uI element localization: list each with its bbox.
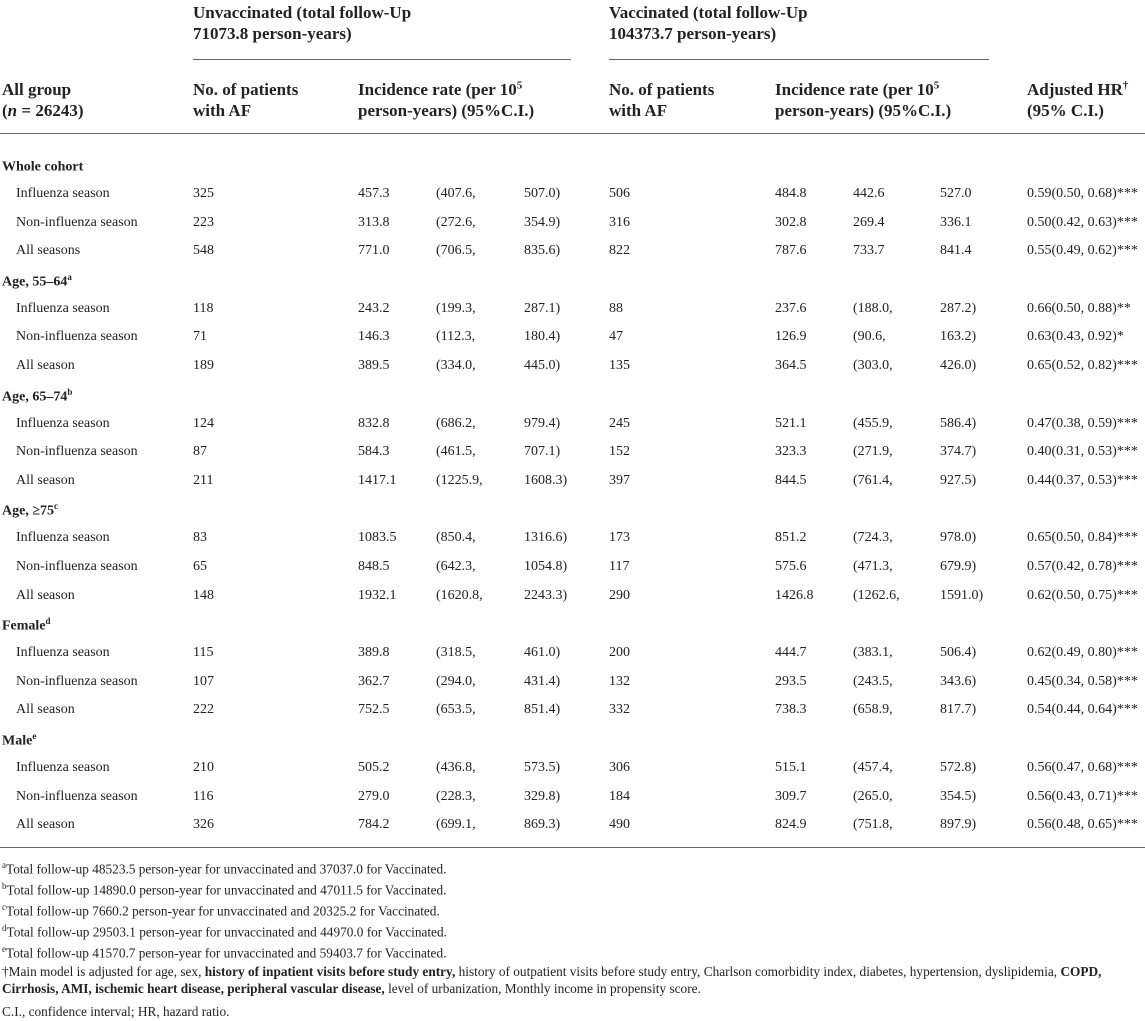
vacc-ci-low-cell: (751.8, xyxy=(853,817,893,833)
adjusted-hr-cell: 0.57(0.42, 0.78)*** xyxy=(1027,559,1138,574)
unvacc-ci-high-cell: 869.3) xyxy=(524,817,561,833)
vacc-rate-cell: 1426.8 xyxy=(775,587,814,603)
unvacc-patients-cell: 211 xyxy=(193,472,214,488)
unvacc-ci-low-cell: (1225.9, xyxy=(436,472,483,488)
vacc-rate-cell: 323.3 xyxy=(775,444,807,460)
row-label-cell: All season xyxy=(16,702,75,718)
vacc-ci-high-cell: 897.9) xyxy=(940,817,977,833)
vacc-rate-cell: 515.1 xyxy=(775,760,807,775)
unvacc-ci-low-cell: (461.5, xyxy=(436,444,476,460)
vacc-rate-cell: 484.8 xyxy=(775,186,807,201)
unvacc-rate-cell: 1417.1 xyxy=(358,472,397,488)
footnote-a: $^a$Total follow-up 48523.5 person-year for unvaccinated and 37037.0 for Vaccinated. xyxy=(2,860,447,877)
vacc-ci-low-cell: (271.9, xyxy=(853,444,893,460)
all-group-label: All group xyxy=(2,80,72,99)
unvaccinated-group-header xyxy=(193,2,411,44)
vacc-ci-low-cell: (383.1, xyxy=(853,645,893,661)
adjusted-hr-cell: 0.54(0.44, 0.64)*** xyxy=(1027,702,1138,718)
unvacc-rate-cell: 389.5 xyxy=(358,358,390,373)
row-label-cell: Influenza season xyxy=(16,186,110,201)
vacc-patients-cell: 290 xyxy=(609,587,630,603)
unvacc-patients-cell: 116 xyxy=(193,788,214,804)
unvacc-rate-cell: 243.2 xyxy=(358,300,390,316)
table-row xyxy=(0,553,1145,581)
unvacc-ci-low-cell: (407.6, xyxy=(436,186,476,201)
adjusted-hr-cell: 0.66(0.50, 0.88)** xyxy=(1027,300,1131,316)
vacc-ci-low-cell: (265.0, xyxy=(853,788,893,804)
row-label-cell: Non-influenza season xyxy=(16,559,138,574)
vacc-patients-cell: 117 xyxy=(609,559,630,574)
vacc-rate-cell: 302.8 xyxy=(775,214,807,230)
unvacc-rate-cell: 146.3 xyxy=(358,329,390,345)
unvacc-ci-high-cell: 445.0) xyxy=(524,358,561,373)
row-label-cell: Non-influenza season xyxy=(16,214,138,230)
row-label-cell: All season xyxy=(16,358,75,373)
unvacc-patients-cell: 87 xyxy=(193,444,207,460)
table-row xyxy=(0,524,1145,552)
vacc-ci-low-cell: (457.4, xyxy=(853,760,893,775)
unvacc-ci-high-cell: 851.4) xyxy=(524,702,561,718)
adjusted-hr-cell: 0.56(0.47, 0.68)*** xyxy=(1027,760,1138,775)
table-row xyxy=(0,811,1145,839)
section-header: Female$^d$ xyxy=(2,616,51,634)
table-row xyxy=(0,639,1145,667)
vacc-rate-cell: 738.3 xyxy=(775,702,807,718)
vacc-patients-cell: 200 xyxy=(609,645,630,661)
vacc-ci-high-cell: 1591.0) xyxy=(940,587,984,603)
row-label-cell: All season xyxy=(16,472,75,488)
vacc-rate-cell: 575.6 xyxy=(775,559,807,574)
vacc-patients-cell: 316 xyxy=(609,214,630,230)
vacc-ci-low-cell: (724.3, xyxy=(853,530,893,546)
vaccinated-header-line1: Vaccinated (total follow-Up xyxy=(609,3,808,22)
unvacc-patients-cell: 118 xyxy=(193,300,214,316)
unvacc-ci-low-cell: (272.6, xyxy=(436,214,476,230)
unvacc-rate-cell: 505.2 xyxy=(358,760,390,775)
unvacc-patients-cell: 548 xyxy=(193,243,214,259)
vaccinated-group-rule xyxy=(609,59,989,60)
unvacc-patients-cell: 222 xyxy=(193,702,214,718)
row-label-cell: Non-influenza season xyxy=(16,788,138,804)
unvacc-patients-cell: 326 xyxy=(193,817,214,833)
vacc-rate-cell: 126.9 xyxy=(775,329,807,345)
adjusted-hr-cell: 0.63(0.43, 0.92)* xyxy=(1027,329,1124,345)
vacc-ci-high-cell: 426.0) xyxy=(940,358,977,373)
vacc-ci-low-cell: (303.0, xyxy=(853,358,893,373)
footnote-dagger: †Main model is adjusted for age, sex, history of inpatient visits before study entry, history of outpatient visits before study entry, Charlson comorbidity index, diabetes, hypertension, dyslipidemia, COPD, Cirrhosis, AMI, ischemic heart disease, peripheral vascular disease, level of urbanization, Monthly income in propensity score. xyxy=(2,964,1102,996)
table-row xyxy=(0,209,1145,237)
unvacc-ci-high-cell: 1054.8) xyxy=(524,559,568,574)
unvacc-ci-high-cell: 1316.6) xyxy=(524,530,568,546)
unvacc-ci-low-cell: (699.1, xyxy=(436,817,476,833)
unvacc-patients-cell: 189 xyxy=(193,358,214,373)
header-bottom-rule xyxy=(0,133,1145,134)
vacc-ci-low-cell: 733.7 xyxy=(853,243,885,259)
vaccinated-header-line2: 104373.7 person-years) xyxy=(609,24,777,43)
section-header: Age, 55–64$^a$ xyxy=(2,271,72,290)
table-row xyxy=(0,754,1145,782)
vacc-rate-cell: 293.5 xyxy=(775,673,807,689)
unvacc-ci-high-cell: 1608.3) xyxy=(524,472,568,488)
unvacc-ci-low-cell: (436.8, xyxy=(436,760,476,775)
vacc-ci-low-cell: (188.0, xyxy=(853,300,893,316)
row-label-cell: Influenza season xyxy=(16,530,110,546)
table-row xyxy=(0,180,1145,208)
adjusted-hr-cell: 0.59(0.50, 0.68)*** xyxy=(1027,186,1138,201)
vacc-ci-low-cell: (471.3, xyxy=(853,559,893,574)
vacc-patients-cell: 132 xyxy=(609,673,630,689)
unvacc-rate-cell: 1932.1 xyxy=(358,587,397,603)
unvacc-patients-cell: 65 xyxy=(193,559,207,574)
vacc-patients-cell: 88 xyxy=(609,300,623,316)
unvacc-ci-high-cell: 707.1) xyxy=(524,444,561,460)
unvacc-rate-cell: 362.7 xyxy=(358,673,390,689)
section-header: Age, 65–74$^b$ xyxy=(2,386,73,405)
vacc-ci-low-cell: (761.4, xyxy=(853,472,893,488)
unvacc-ci-high-cell: 180.4) xyxy=(524,329,561,345)
vacc-ci-high-cell: 343.6) xyxy=(940,673,977,689)
unvacc-patients-cell: 124 xyxy=(193,415,214,431)
unvacc-rate-cell: 457.3 xyxy=(358,186,390,201)
vacc-ci-high-cell: 572.8) xyxy=(940,760,977,775)
unvacc-rate-cell: 784.2 xyxy=(358,817,390,833)
vacc-patients-cell: 173 xyxy=(609,530,630,546)
table-row xyxy=(0,352,1145,380)
unvaccinated-header-line1: Unvaccinated (total follow-Up xyxy=(193,3,412,22)
vaccinated-group-header xyxy=(609,2,808,44)
vacc-rate-header: Incidence rate (per $10^5$ person-years) (95%C.I.) xyxy=(775,79,952,120)
unvacc-ci-low-cell: (112.3, xyxy=(436,329,476,345)
unvaccinated-header-line2: 71073.8 person-years) xyxy=(193,24,352,43)
section-header: Male$^e$ xyxy=(2,731,37,749)
unvacc-patients-cell: 71 xyxy=(193,329,207,345)
unvacc-patients-cell: 223 xyxy=(193,214,214,230)
section-header: Whole cohort xyxy=(2,159,84,175)
table-row xyxy=(0,295,1145,323)
unvacc-ci-low-cell: (228.3, xyxy=(436,788,476,804)
adjusted-hr-cell: 0.55(0.49, 0.62)*** xyxy=(1027,243,1138,259)
unvacc-ci-low-cell: (294.0, xyxy=(436,673,476,689)
unvacc-ci-high-cell: 835.6) xyxy=(524,243,561,259)
all-group-n: (n = 26243) xyxy=(2,101,84,120)
row-label-cell: All season xyxy=(16,587,75,603)
table-row xyxy=(0,582,1145,610)
vacc-patients-cell: 397 xyxy=(609,472,630,488)
adjusted-hr-cell: 0.45(0.34, 0.58)*** xyxy=(1027,673,1138,689)
vacc-ci-high-cell: 978.0) xyxy=(940,530,977,546)
adjusted-hr-cell: 0.47(0.38, 0.59)*** xyxy=(1027,415,1138,431)
unvacc-ci-high-cell: 573.5) xyxy=(524,760,561,775)
row-label-cell: Non-influenza season xyxy=(16,444,138,460)
unvacc-rate-cell: 771.0 xyxy=(358,243,390,259)
vacc-ci-high-cell: 527.0 xyxy=(940,186,972,201)
adjusted-hr-cell: 0.44(0.37, 0.53)*** xyxy=(1027,472,1138,488)
adjusted-hr-cell: 0.62(0.49, 0.80)*** xyxy=(1027,645,1138,661)
unvacc-patients-header: No. of patients with AF xyxy=(193,80,299,120)
unvacc-ci-high-cell: 2243.3) xyxy=(524,587,568,603)
unvacc-rate-cell: 848.5 xyxy=(358,559,390,574)
table-row xyxy=(0,237,1145,265)
section-header: Age, $\ge 75^c$ xyxy=(2,501,59,520)
adjusted-hr-cell: 0.40(0.31, 0.53)*** xyxy=(1027,444,1138,460)
unvacc-rate-cell: 279.0 xyxy=(358,788,390,804)
vacc-patients-cell: 184 xyxy=(609,788,630,804)
vacc-ci-high-cell: 506.4) xyxy=(940,645,977,661)
unvacc-ci-low-cell: (318.5, xyxy=(436,645,476,661)
unvacc-rate-cell: 1083.5 xyxy=(358,530,397,546)
vacc-ci-low-cell: (1262.6, xyxy=(853,587,900,603)
unvacc-patients-cell: 325 xyxy=(193,186,214,201)
vacc-patients-cell: 47 xyxy=(609,329,623,345)
vacc-rate-cell: 364.5 xyxy=(775,358,807,373)
unvacc-rate-cell: 313.8 xyxy=(358,214,390,230)
vacc-patients-header: No. of patients with AF xyxy=(609,80,715,120)
vacc-rate-cell: 824.9 xyxy=(775,817,807,833)
vacc-ci-high-cell: 927.5) xyxy=(940,472,977,488)
unvacc-rate-cell: 752.5 xyxy=(358,702,390,718)
unvacc-ci-low-cell: (334.0, xyxy=(436,358,476,373)
vacc-patients-cell: 135 xyxy=(609,358,630,373)
unvacc-ci-high-cell: 329.8) xyxy=(524,788,561,804)
unvacc-ci-low-cell: (706.5, xyxy=(436,243,476,259)
vacc-rate-cell: 521.1 xyxy=(775,415,807,431)
table-row xyxy=(0,410,1145,438)
vacc-patients-cell: 506 xyxy=(609,186,630,201)
unvacc-ci-low-cell: (199.3, xyxy=(436,300,476,316)
vacc-ci-low-cell: (455.9, xyxy=(853,415,893,431)
unvacc-ci-low-cell: (642.3, xyxy=(436,559,476,574)
vacc-ci-low-cell: (90.6, xyxy=(853,329,886,345)
unvacc-ci-low-cell: (653.5, xyxy=(436,702,476,718)
footnote-b: $^b$Total follow-up 14890.0 person-year for unvaccinated and 47011.5 for Vaccinated. xyxy=(2,881,447,898)
unvacc-rate-cell: 832.8 xyxy=(358,415,390,431)
unvacc-ci-low-cell: (850.4, xyxy=(436,530,476,546)
table-row xyxy=(0,783,1145,811)
unvacc-patients-cell: 115 xyxy=(193,645,214,661)
adjusted-hr-cell: 0.56(0.43, 0.71)*** xyxy=(1027,788,1138,804)
vacc-ci-low-cell: 442.6 xyxy=(853,186,885,201)
vacc-ci-high-cell: 817.7) xyxy=(940,702,977,718)
row-label-cell: Influenza season xyxy=(16,645,110,661)
row-label-cell: Influenza season xyxy=(16,415,110,431)
vacc-ci-high-cell: 336.1 xyxy=(940,214,972,230)
adjusted-hr-cell: 0.56(0.48, 0.65)*** xyxy=(1027,817,1138,833)
row-label-cell: Non-influenza season xyxy=(16,673,138,689)
unvaccinated-group-rule xyxy=(193,59,571,60)
unvacc-patients-cell: 148 xyxy=(193,587,214,603)
row-label-cell: All seasons xyxy=(16,243,81,259)
vacc-ci-low-cell: 269.4 xyxy=(853,214,885,230)
vacc-ci-low-cell: (243.5, xyxy=(853,673,893,689)
unvacc-ci-high-cell: 287.1) xyxy=(524,300,561,316)
unvacc-rate-cell: 584.3 xyxy=(358,444,390,460)
vacc-patients-cell: 245 xyxy=(609,415,630,431)
unvacc-rate-cell: 389.8 xyxy=(358,645,390,661)
unvacc-ci-high-cell: 431.4) xyxy=(524,673,561,689)
unvacc-ci-high-cell: 354.9) xyxy=(524,214,561,230)
table-row xyxy=(0,696,1145,724)
vacc-ci-high-cell: 287.2) xyxy=(940,300,977,316)
table-row xyxy=(0,467,1145,495)
unvacc-patients-cell: 107 xyxy=(193,673,214,689)
vacc-patients-cell: 822 xyxy=(609,243,630,259)
unvacc-ci-high-cell: 979.4) xyxy=(524,415,561,431)
vacc-rate-cell: 851.2 xyxy=(775,530,807,546)
vacc-rate-cell: 844.5 xyxy=(775,472,807,488)
vacc-rate-cell: 787.6 xyxy=(775,243,807,259)
table-row xyxy=(0,438,1145,466)
vacc-patients-cell: 490 xyxy=(609,817,630,833)
footnote-e: $^e$Total follow-up 41570.7 person-year for unvaccinated and 59403.7 for Vaccinated. xyxy=(2,944,447,961)
vacc-ci-high-cell: 679.9) xyxy=(940,559,977,574)
vacc-ci-high-cell: 841.4 xyxy=(940,243,972,259)
vacc-rate-cell: 309.7 xyxy=(775,788,807,804)
footnote-c: $^c$Total follow-up 7660.2 person-year for unvaccinated and 20325.2 for Vaccinated. xyxy=(2,902,440,919)
vacc-ci-high-cell: 354.5) xyxy=(940,788,977,804)
footnote-abbreviations: C.I., confidence interval; HR, hazard ratio. xyxy=(2,1004,230,1019)
unvacc-ci-high-cell: 461.0) xyxy=(524,645,561,661)
vacc-patients-cell: 332 xyxy=(609,702,630,718)
vacc-rate-cell: 237.6 xyxy=(775,300,807,316)
vacc-ci-high-cell: 374.7) xyxy=(940,444,977,460)
adjusted-hr-cell: 0.65(0.52, 0.82)*** xyxy=(1027,358,1138,373)
row-label-cell: Influenza season xyxy=(16,300,110,316)
unvacc-ci-low-cell: (686.2, xyxy=(436,415,476,431)
row-label-cell: Non-influenza season xyxy=(16,329,138,345)
table-row xyxy=(0,323,1145,351)
adjusted-hr-cell: 0.65(0.50, 0.84)*** xyxy=(1027,530,1138,546)
table-bottom-rule xyxy=(0,847,1145,848)
footnote-d: $^d$Total follow-up 29503.1 person-year for unvaccinated and 44970.0 for Vaccinated. xyxy=(2,923,447,940)
unvacc-ci-low-cell: (1620.8, xyxy=(436,587,483,603)
vacc-ci-low-cell: (658.9, xyxy=(853,702,893,718)
unvacc-rate-header: Incidence rate (per $10^5$ person-years) (95%C.I.) xyxy=(358,79,535,120)
table-row xyxy=(0,668,1145,696)
all-group-header xyxy=(2,79,84,121)
unvacc-ci-high-cell: 507.0) xyxy=(524,186,561,201)
adjusted-hr-cell: 0.50(0.42, 0.63)*** xyxy=(1027,214,1138,230)
vacc-ci-high-cell: 163.2) xyxy=(940,329,977,345)
vacc-patients-cell: 152 xyxy=(609,444,630,460)
vacc-rate-cell: 444.7 xyxy=(775,645,807,661)
row-label-cell: All season xyxy=(16,817,75,833)
vacc-ci-high-cell: 586.4) xyxy=(940,415,977,431)
adjusted-hr-cell: 0.62(0.50, 0.75)*** xyxy=(1027,587,1138,603)
vacc-patients-cell: 306 xyxy=(609,760,630,775)
unvacc-patients-cell: 83 xyxy=(193,530,207,546)
adjusted-hr-header: Adjusted HR† (95% C.I.) xyxy=(1027,79,1129,120)
unvacc-patients-cell: 210 xyxy=(193,760,214,775)
row-label-cell: Influenza season xyxy=(16,760,110,775)
